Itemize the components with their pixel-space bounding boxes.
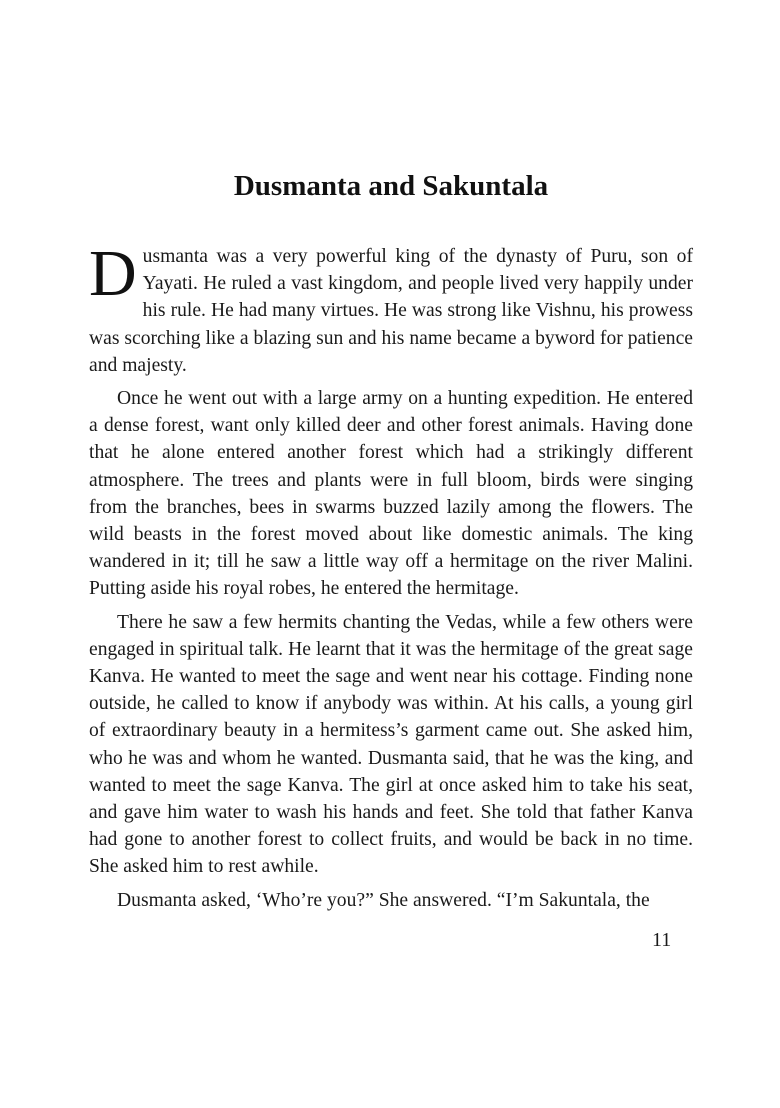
chapter-title: Dusmanta and Sakuntala <box>233 170 549 202</box>
paragraph-4: Dusmanta asked, ‘Who’re you?” She answered. “I’m Sakuntala, the <box>117 889 650 911</box>
paragraph-3: There he saw a few hermits chanting the Vedas, while a few others were engaged in spiritual talk. He learnt that it was the hermitage of the great sage Kanva. He wanted to meet the sage and went near his cottage. Finding none outside, he called to know if anybody was within. At his calls, a young girl of extraordinary beauty in a hermitess’s garment came out. She asked him, who he was and whom he wanted. Dusmanta said, that he was the king, and wanted to meet the sage Kanva. The girl at once asked him to take his seat, and gave him water to wash his hands and feet. She told that father Kanva had gone to another forest to collect fruits, and would be back in no time. She asked him to rest awhile. <box>89 611 693 878</box>
drop-cap: D <box>89 237 137 310</box>
chapter-body <box>89 237 693 920</box>
paragraph-1-text: usmanta was a very powerful king of the dynasty of Puru, son of Yayati. He ruled a vast kingdom, and people lived very happily under his rule. He had many virtues. He was strong like Vishnu, his prowess was scorching like a blazing sun and his name became a byword for patience and majesty. <box>89 246 693 376</box>
page-number: 11 <box>652 929 672 951</box>
paragraph-2: Once he went out with a large army on a hunting expedition. He entered a dense forest, want only killed deer and other forest animals. Having done that he alone entered another forest which had a strikingly different atmosphere. The trees and plants were in full bloom, birds were singing from the branches, bees in swarms buzzed lazily among the flowers. The wild beasts in the forest moved about like domestic animals. The king wandered in it; till he saw a little way off a hermitage on the river Malini. Putting aside his royal robes, he entered the hermitage. <box>89 388 693 600</box>
paragraph-1 <box>89 237 693 379</box>
